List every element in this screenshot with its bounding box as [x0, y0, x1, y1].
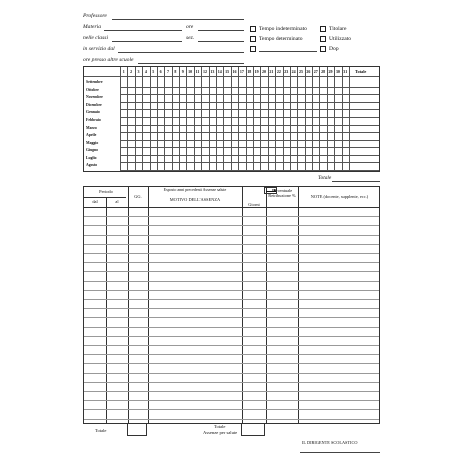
titolare-checkbox[interactable] — [320, 26, 326, 32]
month-label: Aprile — [86, 133, 97, 138]
nelle-classi-line[interactable] — [112, 41, 182, 42]
blank-checkbox[interactable] — [250, 46, 256, 52]
month-label: Febbraio — [86, 117, 101, 122]
percentuale-header: Percentuale Retribuzione % — [268, 188, 296, 199]
month-row-divider — [120, 147, 379, 148]
table-row[interactable] — [84, 373, 379, 374]
footer-giorni-total-box[interactable] — [241, 424, 265, 436]
table-row[interactable] — [84, 354, 379, 355]
table-row[interactable] — [84, 235, 379, 236]
sez-label: sez. — [186, 35, 195, 41]
table-row[interactable] — [84, 336, 379, 337]
table-row[interactable] — [84, 290, 379, 291]
dop-checkbox[interactable] — [320, 46, 326, 52]
day-number: 4 — [144, 69, 147, 74]
calendar-totale-label: Totale — [318, 175, 332, 181]
day-number: 13 — [210, 69, 215, 74]
materia-line[interactable] — [104, 30, 182, 31]
motivo-header: MOTIVO DELL'ASSENZA — [169, 197, 221, 202]
gg-header: GG. — [134, 194, 142, 199]
ore-presso-label: ore presso altre scuole — [83, 57, 134, 63]
table-header-divider — [84, 207, 379, 208]
utilizzato-option[interactable] — [320, 36, 351, 42]
day-number: 31 — [343, 69, 348, 74]
nelle-classi-label: nelle classi — [83, 35, 109, 41]
tempo-indeterminato-option[interactable] — [250, 26, 307, 32]
dop-option[interactable] — [320, 46, 339, 52]
table-column-divider — [298, 187, 299, 423]
table-row[interactable] — [84, 253, 379, 254]
day-number: 12 — [202, 69, 207, 74]
table-row[interactable] — [84, 271, 379, 272]
footer-gg-total-box[interactable] — [127, 424, 147, 436]
footer-assenze-salute-label: Assenze per salute — [203, 430, 238, 435]
dal-header: dal — [92, 199, 98, 204]
month-row-divider — [120, 162, 379, 163]
month-row-divider — [120, 132, 379, 133]
table-row[interactable] — [84, 409, 379, 410]
month-label: Marzo — [86, 125, 97, 130]
day-number: 14 — [217, 69, 222, 74]
in-servizio-line[interactable] — [118, 52, 244, 53]
month-row-divider — [120, 94, 379, 95]
month-label: Settembre — [86, 80, 103, 84]
day-number: 6 — [159, 69, 162, 74]
esposto-header: Esposto anni precedenti Assenze salute — [163, 187, 227, 192]
sez-line[interactable] — [198, 41, 244, 42]
day-number: 30 — [335, 69, 340, 74]
table-column-divider — [148, 187, 149, 423]
day-number: 25 — [298, 69, 303, 74]
table-row[interactable] — [84, 281, 379, 282]
day-number: 17 — [239, 69, 244, 74]
ore-line[interactable] — [198, 30, 244, 31]
table-row[interactable] — [84, 400, 379, 401]
table-row[interactable] — [84, 262, 379, 263]
day-number: 5 — [152, 69, 155, 74]
periodo-header: Periodo — [99, 189, 113, 194]
day-number: 2 — [130, 69, 133, 74]
day-number: 9 — [181, 69, 184, 74]
materia-label: Materia — [83, 24, 102, 30]
absence-table — [83, 186, 380, 424]
month-row-divider — [120, 87, 379, 88]
dop-label: Dop — [329, 46, 339, 52]
day-number: 3 — [137, 69, 140, 74]
table-row[interactable] — [84, 244, 379, 245]
day-number: 23 — [284, 69, 289, 74]
professore-label: Professore — [83, 13, 107, 19]
footer-totale-label: Totale — [95, 428, 107, 433]
day-number: 27 — [313, 69, 318, 74]
day-number: 10 — [188, 69, 193, 74]
month-label: Maggio — [86, 140, 99, 145]
month-label: Dicembre — [86, 102, 102, 107]
day-number: 15 — [225, 69, 230, 74]
monthly-absence-calendar — [83, 66, 380, 172]
day-number: 22 — [276, 69, 281, 74]
table-row[interactable] — [84, 419, 379, 420]
month-row-divider — [120, 155, 379, 156]
periodo-subheader-divider — [84, 197, 126, 198]
table-column-divider — [106, 197, 107, 423]
day-number: 24 — [291, 69, 296, 74]
table-row[interactable] — [84, 299, 379, 300]
table-column-divider — [242, 187, 243, 423]
month-label: Gennaio — [86, 110, 100, 115]
month-label: Luglio — [86, 155, 97, 160]
tempo-determinato-checkbox[interactable] — [250, 36, 256, 42]
dirigente-signature-line[interactable] — [300, 452, 380, 453]
month-label: Ottobre — [86, 87, 99, 92]
table-row[interactable] — [84, 327, 379, 328]
day-number: 21 — [269, 69, 274, 74]
giorni-header: Giorni — [248, 202, 260, 207]
calendar-totale-line[interactable] — [332, 181, 380, 182]
blank-option[interactable] — [250, 46, 317, 52]
table-row[interactable] — [84, 363, 379, 364]
day-number: 18 — [247, 69, 252, 74]
in-servizio-label: in servizio dal — [83, 46, 115, 52]
month-label: Novembre — [86, 95, 103, 100]
table-column-divider — [128, 187, 129, 423]
footer-totale2-label: Totale — [214, 424, 226, 429]
al-header: al — [115, 199, 119, 204]
month-row-divider — [120, 117, 379, 118]
table-row[interactable] — [84, 382, 379, 383]
day-number: 19 — [254, 69, 259, 74]
note-header: NOTE (docente, supplente, ecc.) — [310, 194, 369, 199]
table-row[interactable] — [84, 391, 379, 392]
month-label: Giugno — [86, 148, 99, 153]
tempo-determinato-option[interactable] — [250, 36, 303, 42]
month-row-divider — [120, 140, 379, 141]
table-row[interactable] — [84, 216, 379, 217]
day-number: 11 — [195, 69, 200, 74]
month-row-divider — [120, 125, 379, 126]
day-number: 20 — [262, 69, 267, 74]
dirigente-label: IL DIRIGENTE SCOLASTICO — [302, 440, 358, 445]
day-number: 8 — [174, 69, 177, 74]
calendar-header-divider — [84, 76, 379, 77]
tempo-indeterminato-checkbox[interactable] — [250, 26, 256, 32]
table-row[interactable] — [84, 317, 379, 318]
day-number: 16 — [232, 69, 237, 74]
month-row-divider — [120, 109, 379, 110]
titolare-label: Titolare — [329, 26, 347, 32]
table-row[interactable] — [84, 225, 379, 226]
ore-presso-line[interactable] — [138, 63, 244, 64]
blank-option-line[interactable] — [259, 51, 317, 52]
table-row[interactable] — [84, 345, 379, 346]
arrow-box — [264, 187, 277, 194]
tempo-determinato-label: Tempo determinato — [259, 36, 303, 42]
month-row-divider — [120, 170, 379, 171]
day-number: 29 — [328, 69, 333, 74]
tempo-indeterminato-label: Tempo indeterminato — [259, 26, 307, 32]
ore-label: ore — [186, 24, 194, 30]
calendar-total-header: Totale — [355, 69, 367, 74]
titolare-option[interactable] — [320, 26, 347, 32]
month-row-divider — [120, 102, 379, 103]
table-row[interactable] — [84, 308, 379, 309]
arrow-right-icon — [266, 191, 276, 192]
utilizzato-label: Utilizzato — [329, 36, 352, 42]
day-number: 7 — [167, 69, 169, 74]
day-number: 26 — [306, 69, 311, 74]
day-number: 1 — [122, 69, 125, 74]
month-label: Agosto — [86, 163, 98, 168]
table-column-divider — [266, 187, 267, 423]
utilizzato-checkbox[interactable] — [320, 36, 326, 42]
professore-line[interactable] — [112, 19, 244, 20]
day-number: 28 — [321, 69, 326, 74]
